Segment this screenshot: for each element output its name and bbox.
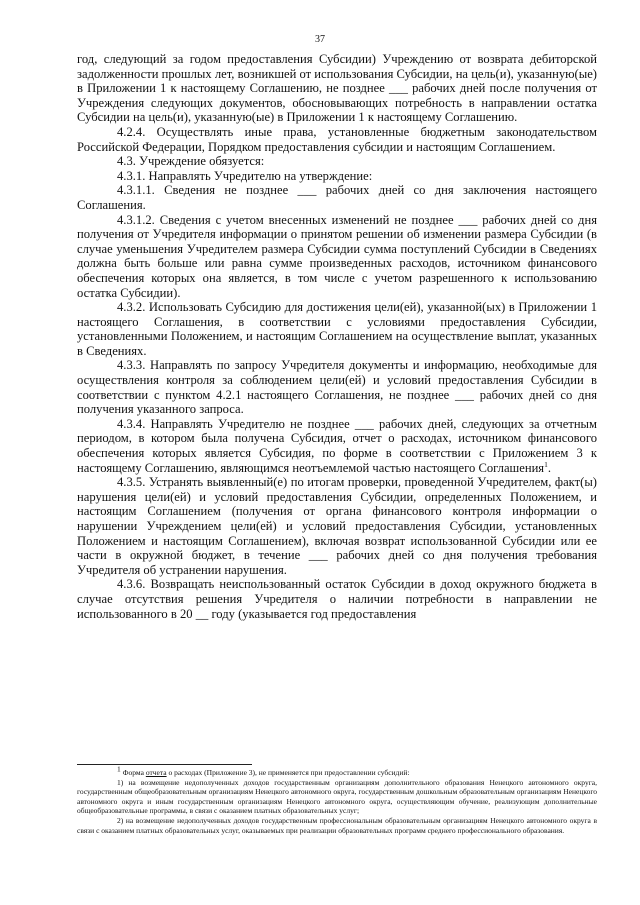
footnote-1 bbox=[77, 764, 597, 778]
footnote-item-1: 1) на возмещение недополученных доходов государственным организациям дополнительного образования Ненецкого автономного округа, государственным общеобразовательным организациям Ненецкого автономного округа, государственным дошкольным образовательным организациям Ненецкого автономного округа и иным государственным организациям Ненецкого автономного округа, осуществляющим обучение, реализующим дополнительные общеобразовательные программы, в связи с оказанием платных образовательных услуг; bbox=[77, 777, 597, 816]
paragraph-4-3-5: 4.3.5. Устранять выявленный(е) по итогам проверки, проведенной Учредителем, факт(ы) нарушения цели(ей) и условий предоставления Субсидии, определенных Положением, и настоящим Соглашением (получения от органа финансового контроля информации о нарушении Учреждением цели(ей) и условий предоставления Субсидии, установленных Положением и настоящим Соглашением), включая возврат использованной Субсидии или ее части в окружной бюджет, в течение ___ рабочих дней со дня получения требования Учредителя об устранении нарушения. bbox=[77, 475, 597, 577]
paragraph-4-3-1: 4.3.1. Направлять Учредителю на утверждение: bbox=[117, 168, 373, 183]
paragraph-4-3-2: 4.3.2. Использовать Субсидию для достижения цели(ей), указанной(ых) в Приложении 1 настоящего Соглашения, в соответствии с условиями предоставления Субсидии, установленными Положением, и настоящим Соглашением на осуществление выплат, указанных в Сведениях. bbox=[77, 300, 597, 358]
paragraph-4-3-4 bbox=[77, 417, 597, 475]
footnote-report-link[interactable]: отчета bbox=[145, 768, 167, 777]
paragraph-4-3-6: 4.3.6. Возвращать неиспользованный остаток Субсидии в доход окружного бюджета в случае отсутствия решения Учредителя о наличии потребности в направлении не использованного в 20 __ году (указывается год предоставления bbox=[77, 577, 597, 621]
paragraph-4-3-4-end: . bbox=[547, 460, 552, 475]
document-body bbox=[77, 52, 597, 621]
footnote-item-2: 2) на возмещение недополученных доходов государственным профессиональным образовательным организациям Ненецкого автономного округа в связи с оказанием платных образовательных услуг, оказываемых при реализации образовательных программ среднего профессионального образования. bbox=[77, 815, 597, 835]
paragraph-continuation: год, следующий за годом предоставления Субсидии) Учреждению от возврата дебиторской задолженности прошлых лет, возникшей от использования Субсидии, на цель(и), указанную(ые) в Приложении 1 к настоящему Соглашению, не позднее ___ рабочих дней после получения от Учреждения следующих документов, обосновывающих потребность в направлении остатка Субсидии на цель(и), указанную(ые) в Приложении 1 к настоящему Соглашению. bbox=[77, 52, 597, 125]
footnote-1-after: о расходах (Приложение 3), не применяется при предоставлении субсидий: bbox=[166, 768, 410, 777]
footnote-mark: 1 bbox=[117, 764, 121, 774]
paragraph-4-3-3: 4.3.3. Направлять по запросу Учредителя документы и информацию, необходимые для осуществления контроля за соблюдением цели(ей) и условий предоставления Субсидии в соответствии с пунктом 4.2.1 настоящего Соглашения, не позднее ___ рабочих дней со дня получения указанного запроса. bbox=[77, 358, 597, 417]
paragraph-4-3-4-text: 4.3.4. Направлять Учредителю не позднее ___ рабочих дней, следующих за отчетным периодом, в котором была получена Субсидия, отчет о расходах, источником финансового обеспечения которых является Субсидия, по форме в соответствии с Приложением 3 к настоящему Соглашению, являющимся неотъемлемой частью настоящего Соглашения bbox=[77, 416, 597, 475]
page-number: 37 bbox=[315, 34, 325, 45]
footnote-divider bbox=[77, 764, 252, 765]
footnotes bbox=[77, 764, 597, 835]
paragraph-4-2-4: 4.2.4. Осуществлять иные права, установленные бюджетным законодательством Российской Федерации, Порядком предоставления субсидии и настоящим Соглашением. bbox=[77, 124, 597, 154]
paragraph-4-3: 4.3. Учреждение обязуется: bbox=[117, 154, 265, 169]
footnote-reference[interactable]: 1 bbox=[544, 459, 548, 469]
paragraph-4-3-1-2: 4.3.1.2. Сведения с учетом внесенных изменений не позднее ___ рабочих дней со дня получения от Учредителя информации о принятом решении об изменении размера Субсидии (в случае уменьшения Учредителем размера Субсидии сумма поступлений Субсидии в Сведениях должна быть больше или равна сумме произведенных расходов, источником финансового обеспечения которых она является, в том числе с учетом разрешенного к использованию остатка Субсидии). bbox=[77, 212, 597, 300]
paragraph-4-3-1-1: 4.3.1.1. Сведения не позднее ___ рабочих дней со дня заключения настоящего Соглашения. bbox=[77, 183, 597, 212]
footnote-1-before: Форма bbox=[120, 768, 146, 777]
